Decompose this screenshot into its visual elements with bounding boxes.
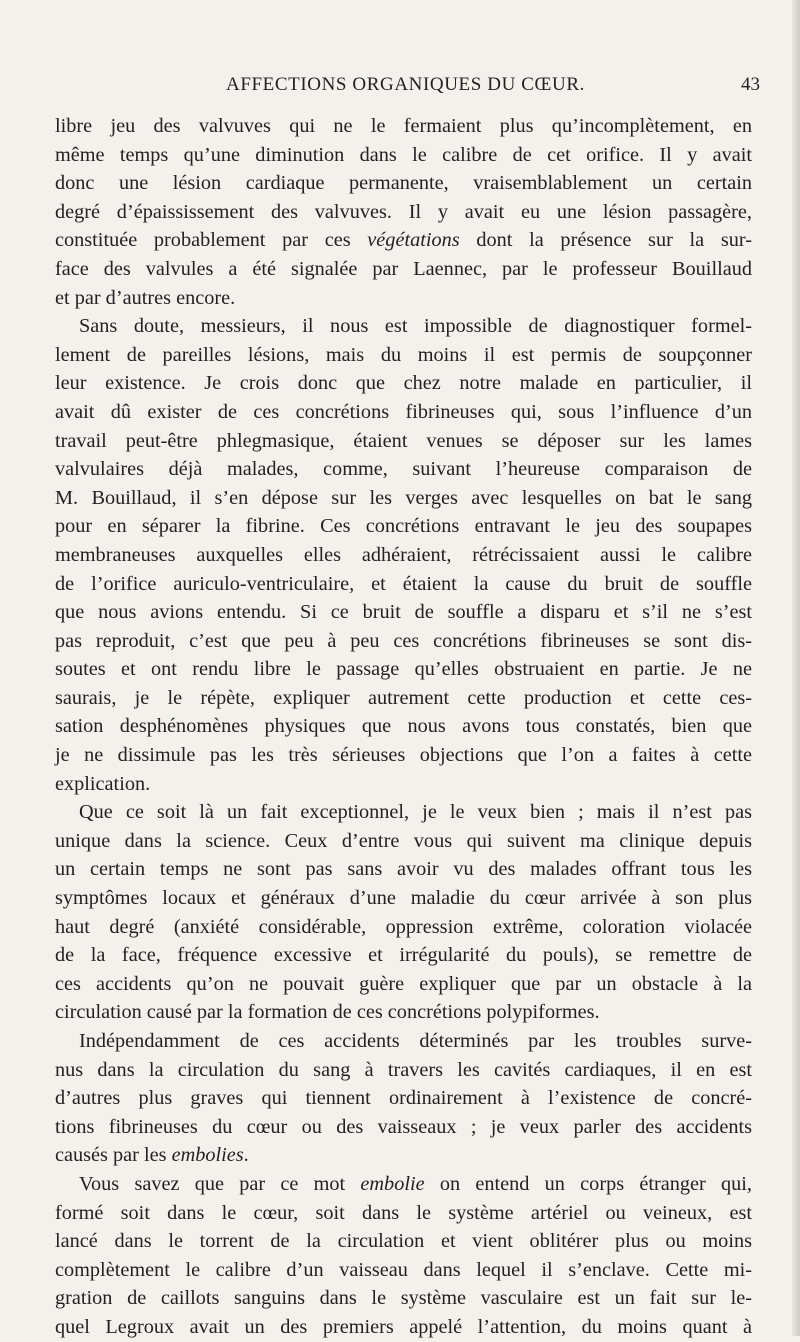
italic-term: embolie — [360, 1172, 425, 1195]
paragraph-start: Indépendamment de ces accidents déterminés par les troubles surve- — [79, 1030, 752, 1052]
text-line: circulation causé par la formation de ces concrétions polypiformes. — [55, 1001, 600, 1024]
text-line: de l’orifice auriculo-ventriculaire, et étaient la cause du bruit de souffle — [55, 572, 752, 595]
text-line: sation desphénomènes physiques que nous avons tous constatés, bien que — [55, 715, 752, 738]
page-number: 43 — [741, 74, 760, 95]
running-head: AFFECTIONS ORGANIQUES DU CŒUR. — [226, 74, 585, 95]
text-run: on entend un corps étranger qui, — [424, 1172, 752, 1195]
text-run: causés par les — [55, 1144, 172, 1167]
text-line: travail peut-être phlegmasique, étaient venues se déposer sur les lames — [55, 429, 752, 452]
text-line: soutes et ont rendu libre le passage qu’elles obstruaient en partie. Je ne — [55, 658, 752, 681]
text-line: je ne dissimule pas les très sérieuses objections que l’on a faites à cette — [55, 744, 752, 767]
text-run: dont la présence sur la sur- — [459, 229, 753, 252]
paragraph-start: Sans doute, messieurs, il nous est impossible de diagnostiquer formel- — [79, 315, 752, 338]
text-line: M. Bouillaud, il s’en dépose sur les verges avec lesquelles on bat le sang — [55, 486, 752, 509]
text-line: unique dans la science. Ceux d’entre vous qui suivent ma clinique depuis — [55, 829, 752, 852]
text-line: libre jeu des valvuves qui ne le fermaient plus qu’incomplètement, en — [55, 115, 752, 137]
text-line: quel Legroux avait un des premiers appelé l’attention, du moins quant à — [55, 1315, 752, 1338]
paragraph-start — [55, 1170, 752, 1199]
text-line: degré d’épaississement des valvuves. Il y avait eu une lésion passagère, — [55, 200, 752, 223]
text-line — [55, 1141, 752, 1170]
text-run: . — [243, 1144, 249, 1167]
text-line: face des valvules a été signalée par Laennec, par le professeur Bouillaud — [55, 257, 752, 280]
text-line: gration de caillots sanguins dans le système vasculaire est un fait sur le- — [55, 1287, 752, 1310]
text-line: symptômes locaux et généraux d’une maladie du cœur arrivée à son plus — [55, 887, 752, 910]
text-line: donc une lésion cardiaque permanente, vraisemblablement un certain — [55, 172, 752, 195]
text-line: explication. — [55, 772, 151, 795]
text-line: tions fibrineuses du cœur ou des vaisseaux ; je veux parler des accidents — [55, 1115, 752, 1138]
text-line: et par d’autres encore. — [55, 286, 236, 309]
text-run: Vous savez que par ce mot — [79, 1172, 361, 1195]
text-line: pour en séparer la fibrine. Ces concrétions entravant le jeu des soupapes — [55, 515, 752, 538]
text-line: haut degré (anxiété considérable, oppression extrême, coloration violacée — [55, 915, 752, 938]
text-line: membraneuses auxquelles elles adhéraient, rétrécissaient aussi le calibre — [55, 543, 752, 566]
text-line: saurais, je le répète, expliquer autrement cette production et cette ces- — [55, 686, 752, 709]
text-line: valvulaires déjà malades, comme, suivant l’heureuse comparaison de — [55, 458, 752, 481]
body-text — [55, 112, 752, 1342]
text-line: que nous avions entendu. Si ce bruit de souffle a disparu et s’il ne s’est — [55, 601, 752, 624]
page-edge — [792, 0, 800, 1336]
text-line: d’autres plus graves qui tiennent ordinairement à l’existence de concré- — [55, 1087, 752, 1110]
text-line: formé soit dans le cœur, soit dans le système artériel ou veineux, est — [55, 1201, 752, 1224]
text-line: même temps qu’une diminution dans le calibre de cet orifice. Il y avait — [55, 143, 752, 166]
text-line: complètement le calibre d’un vaisseau dans lequel il s’enclave. Cette mi- — [55, 1258, 752, 1281]
text-line: pas reproduit, c’est que peu à peu ces concrétions fibrineuses se sont dis- — [55, 629, 752, 652]
italic-term: embolies — [171, 1144, 244, 1167]
paragraph-start: Que ce soit là un fait exceptionnel, je le veux bien ; mais il n’est pas — [79, 801, 752, 824]
text-run: constituée probablement par ces — [55, 229, 368, 252]
text-line: leur existence. Je crois donc que chez notre malade en particulier, il — [55, 372, 752, 395]
text-line: nus dans la circulation du sang à travers les cavités cardiaques, il en est — [55, 1058, 752, 1081]
text-line: lancé dans le torrent de la circulation et vient oblitérer plus ou moins — [55, 1230, 752, 1253]
page-header — [0, 74, 800, 104]
text-line: avait dû exister de ces concrétions fibrineuses qui, sous l’influence d’un — [55, 400, 752, 423]
italic-term: végétations — [367, 229, 460, 252]
text-line: de la face, fréquence excessive et irrégularité du pouls), se remettre de — [55, 944, 752, 967]
text-line — [55, 226, 752, 255]
text-line: un certain temps ne sont pas sans avoir vu des malades offrant tous les — [55, 858, 752, 881]
text-line: lement de pareilles lésions, mais du moins il est permis de soupçonner — [55, 343, 752, 366]
text-line: ces accidents qu’on ne pouvait guère expliquer que par un obstacle à la — [55, 972, 752, 995]
